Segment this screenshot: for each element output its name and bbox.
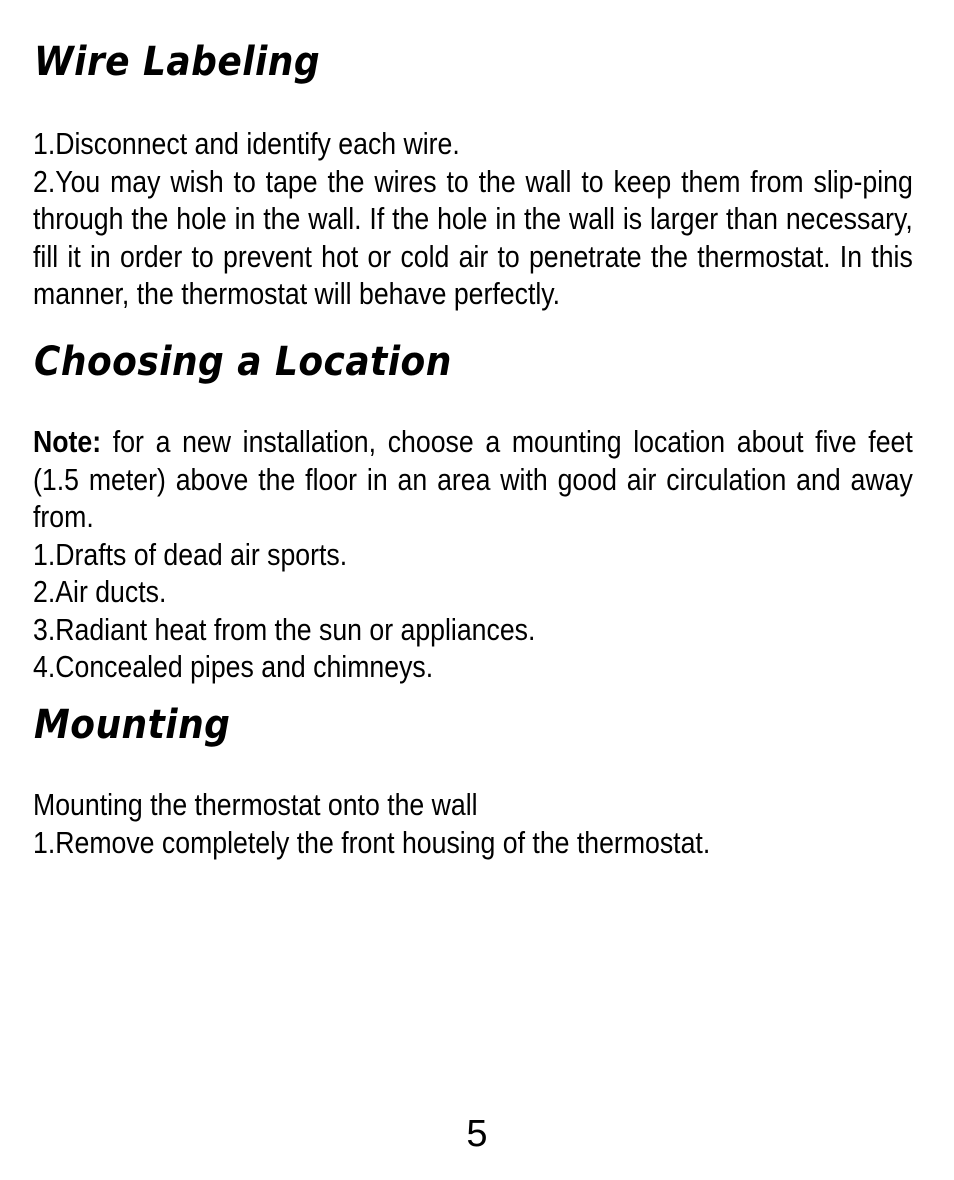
page-number: 5: [466, 1113, 488, 1155]
wire-labeling-step-1: 1.Disconnect and identify each wire.: [33, 126, 460, 161]
note-text: for a new installation, choose a mounting location about five feet (1.5 meter) above the floor in an area with good air circulation and away from.: [33, 424, 913, 534]
choosing-location-body: [33, 423, 913, 686]
wire-labeling-body: [33, 125, 913, 313]
mounting-intro: Mounting the thermostat onto the wall: [33, 787, 478, 822]
location-item-1: 1.Drafts of dead air sports.: [33, 536, 348, 572]
mounting-heading: Mounting: [34, 702, 231, 748]
choosing-location-heading: Choosing a Location: [34, 339, 452, 385]
location-item-2: 2.Air ducts.: [33, 574, 167, 609]
wire-labeling-step-2: 2.You may wish to tape the wires to the wall to keep them from slip-ping through the hole in the wall. If the hole in the wall is larger than necessary, fill it in order to prevent hot or cold air to penetrate the thermostat. In this manner, the thermostat will behave perfectly.: [33, 163, 913, 311]
location-item-3: 3.Radiant heat from the sun or appliances.: [33, 611, 536, 647]
mounting-step-1: 1.Remove completely the front housing of the thermostat.: [33, 824, 711, 860]
mounting-body: [33, 786, 913, 861]
wire-labeling-heading: Wire Labeling: [34, 39, 321, 85]
location-note: [33, 423, 913, 536]
location-item-4: 4.Concealed pipes and chimneys.: [33, 649, 434, 684]
note-label: Note:: [33, 424, 102, 459]
